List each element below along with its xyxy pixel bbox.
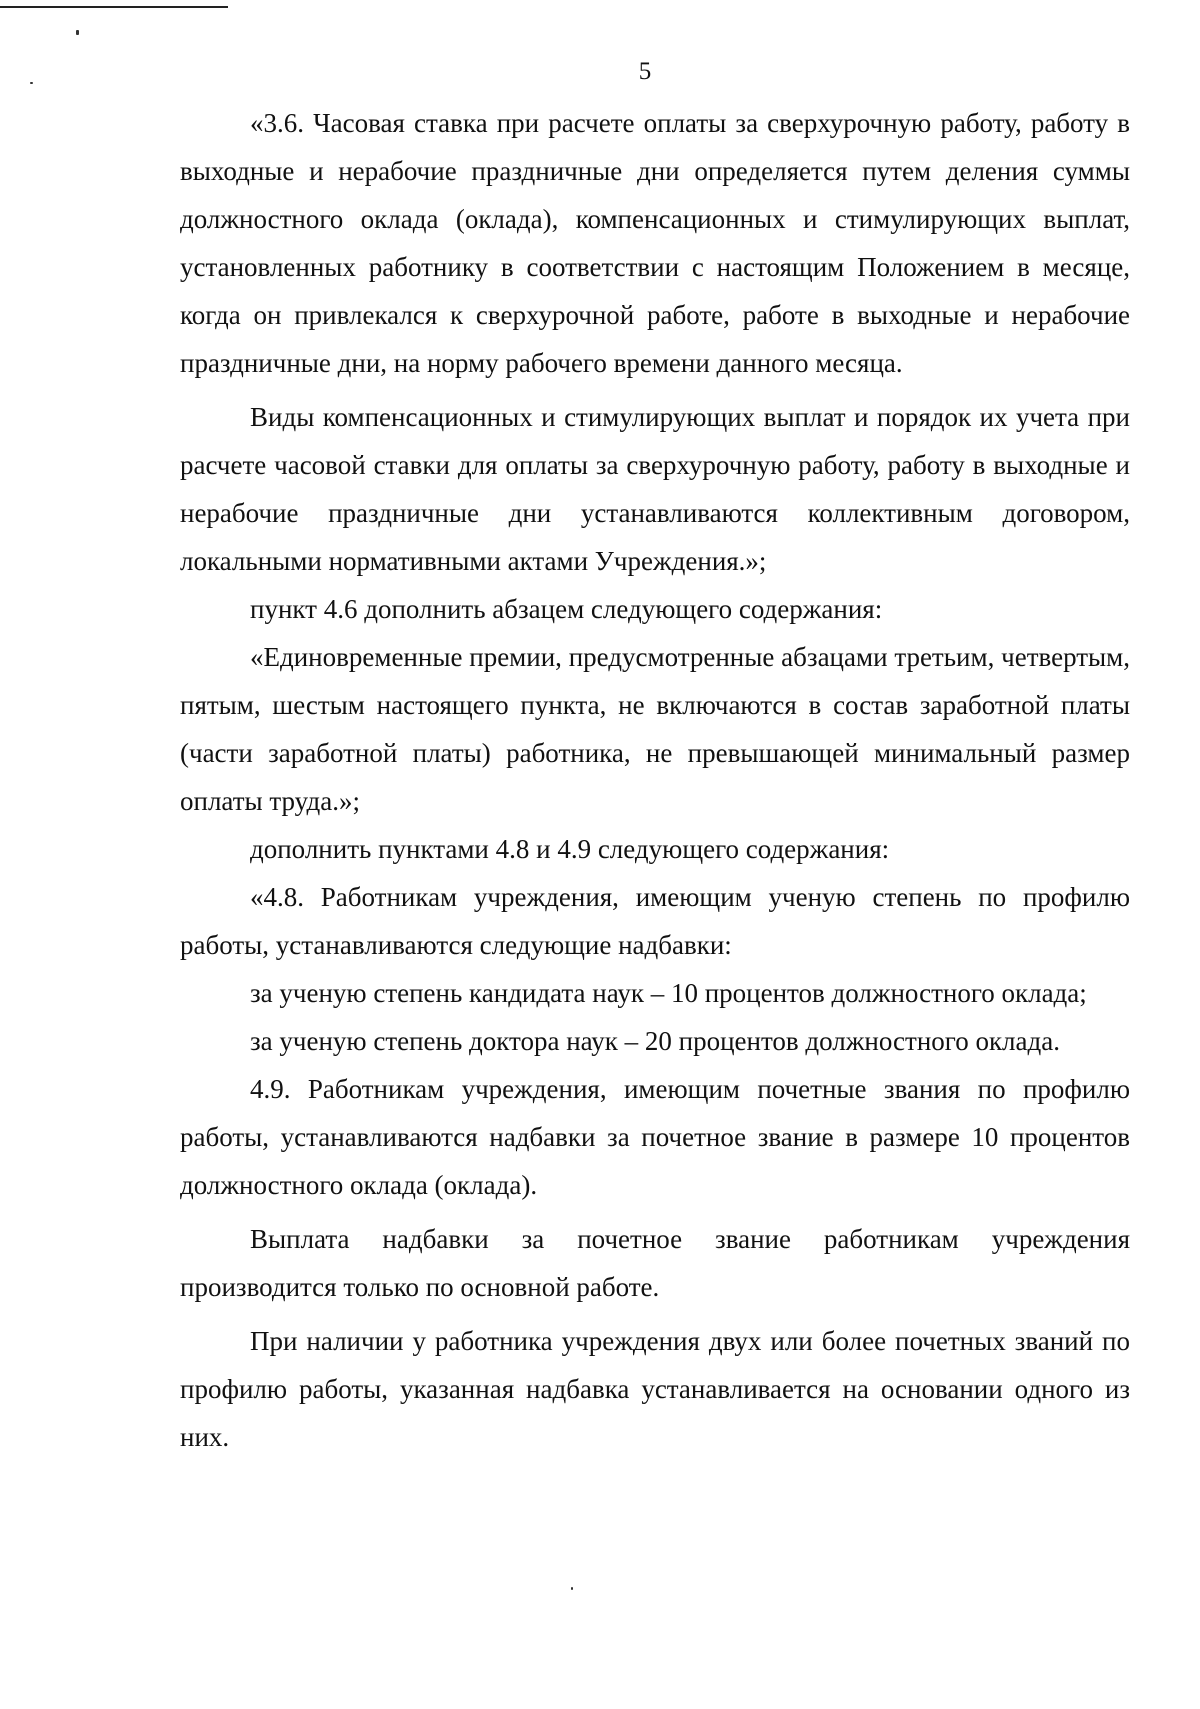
paragraph-one-time-bonuses: «Единовременные премии, предусмотренные абзацами третьим, четвертым, пятым, шестым настоящего пункта, не включаются в состав заработной платы (части заработной платы) работника, не превышающей минимальный размер оплаты труда.»; [180,642,1130,816]
paragraph-4-8: «4.8. Работникам учреждения, имеющим ученую степень по профилю работы, устанавливаются следующие надбавки: [180,882,1130,960]
scan-speck [76,30,79,35]
paragraph-candidate-degree: за ученую степень кандидата наук – 10 процентов должностного оклада; [250,978,1087,1008]
paragraph-3-6: «3.6. Часовая ставка при расчете оплаты за сверхурочную работу, работу в выходные и нерабочие праздничные дни определяется путем деления суммы должностного оклада (оклада), компенсационных и стимулирующих выплат, установленных работнику в соответствии с настоящим Положением в месяце, когда он привлекался к сверхурочной работе, работе в выходные и нерабочие праздничные дни, на норму рабочего времени данного месяца. [180,108,1130,378]
page-number [0,58,1200,86]
paragraph-doctor-degree: за ученую степень доктора наук – 20 процентов должностного оклада. [250,1026,1060,1056]
paragraph-payment-types: Виды компенсационных и стимулирующих выплат и порядок их учета при расчете часовой ставки для оплаты за сверхурочную работу, работу в выходные и нерабочие праздничные дни устанавливаются коллективным договором, локальными нормативными актами Учреждения.»; [180,402,1130,576]
page-number-text: 5 [638,58,652,85]
scan-speck [571,1587,573,1590]
paragraph-multiple-titles: При наличии у работника учреждения двух или более почетных званий по профилю работы, указанная надбавка устанавливается на основании одного из них. [180,1326,1130,1452]
paragraph-add-items-4-8-4-9: дополнить пунктами 4.8 и 4.9 следующего содержания: [250,834,890,864]
paragraph-honorary-title-payment: Выплата надбавки за почетное звание работникам учреждения производится только по основной работе. [180,1224,1130,1302]
document-body [180,99,1130,1461]
paragraph-item-4-6-amend: пункт 4.6 дополнить абзацем следующего содержания: [250,594,883,624]
scan-edge-line [0,6,228,8]
paragraph-4-9: 4.9. Работникам учреждения, имеющим почетные звания по профилю работы, устанавливаются надбавки за почетное звание в размере 10 процентов должностного оклада (оклада). [180,1074,1130,1200]
